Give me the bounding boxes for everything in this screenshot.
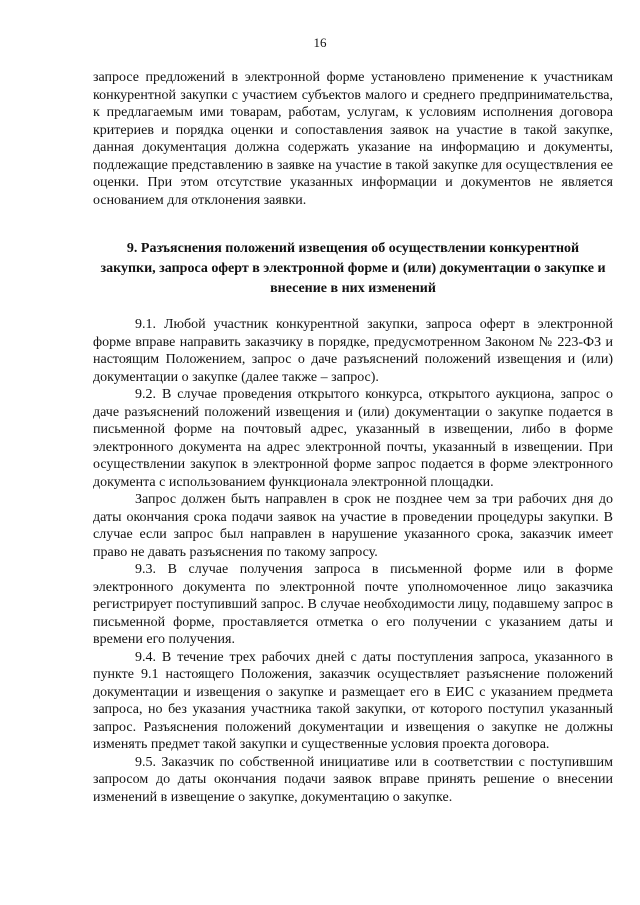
- paragraph-9-4: 9.4. В течение трех рабочих дней с даты поступления запроса, указанного в пункте 9.1 настоящего Положения, заказчик осуществляет разъяснение положений документации и извещения о закупке и размещает его в ЕИС с указанием предмета запроса, но без указания участника такой закупки, от которого поступил указанный запрос. Разъяснения положений документации и извещения о закупке не должны изменять предмет такой закупки и существенные условия проекта договора.: [93, 649, 613, 752]
- paragraph-9-2-deadline: Запрос должен быть направлен в срок не позднее чем за три рабочих дня до даты окончания срока подачи заявок на участие в проведении процедуры закупки. В случае если запрос был направлен в нарушение указанного срока, заказчик имеет право не давать разъяснения по такому запросу.: [93, 492, 613, 560]
- paragraph-9-2: 9.2. В случае проведения открытого конкурса, открытого аукциона, запрос о даче разъяснений положений извещения и (или) документации о закупке подается в письменной форме на почтовый адрес, указанный в извещении, либо в форме электронного документа на адрес электронной почты, указанный в извещении. При осуществлении закупок в электронной форме запрос подается в форме электронного документа с использованием функционала электронной площадки.: [93, 387, 613, 490]
- paragraph-9-1: 9.1. Любой участник конкурентной закупки, запроса оферт в электронной форме вправе направить заказчику в порядке, предусмотренном Законом № 223-ФЗ и настоящим Положением, запрос о даче разъяснений положений извещения и (или) документации о закупке (далее также – запрос).: [93, 317, 613, 385]
- paragraph-9-5: 9.5. Заказчик по собственной инициативе или в соответствии с поступившим запросом до даты окончания подачи заявок вправе принять решение о внесении изменений в извещение о закупке, документацию о закупке.: [93, 754, 613, 805]
- intro-block: [93, 69, 613, 209]
- section-body: [93, 316, 613, 806]
- page-number: 16: [313, 35, 327, 50]
- intro-paragraph: запросе предложений в электронной форме установлено применение к участникам конкурентной закупки с участием субъектов малого и среднего предпринимательства, к предлагаемым ими товарам, работам, услугам, к условиям исполнения договора критериев и порядка оценки и сопоставления заявок на участие в такой закупке, данная документация должна содержать указание на информацию и документы, подлежащие представлению в заявке на участие в такой закупке для осуществления ее оценки. При этом отсутствие указанных информации и документов не является основанием для отклонения заявки.: [93, 70, 613, 208]
- paragraph-9-3: 9.3. В случае получения запроса в письменной форме или в форме электронного документа по электронной почте уполномоченное лицо заказчика регистрирует поступивший запрос. В случае необходимости лицу, подавшему запрос в письменной форме, проставляется отметка о его получении с указанием даты и времени его получения.: [93, 562, 613, 647]
- section-heading: 9. Разъяснения положений извещения об осуществлении конкурентной закупки, запроса оферт в электронной форме и (или) документации о закупке и внесение в них изменений: [100, 241, 606, 296]
